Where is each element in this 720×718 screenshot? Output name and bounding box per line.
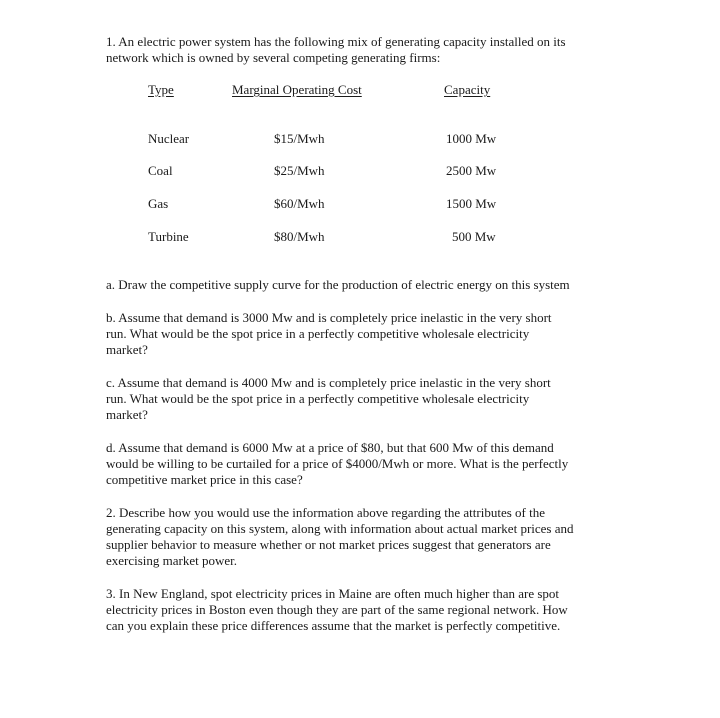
row-capacity: 2500 Mw [446,163,497,178]
row-capacity: 1000 Mw [446,131,497,146]
row-type: Gas [148,196,169,211]
row-capacity: 500 Mw [452,229,496,244]
question-2: 2. Describe how you would use the information above regarding the attributes of the generating capacity on this system, along with information about actual market prices and supplier behavior to measure whether or not market prices suggest that generators are exercising market power. [106,505,574,568]
row-type: Nuclear [148,131,190,146]
row-capacity: 1500 Mw [446,196,497,211]
question-1b: b. Assume that demand is 3000 Mw and is completely price inelastic in the very short run. What would be the spot price in a perfectly competitive wholesale electricity market? [106,310,552,357]
row-type: Turbine [148,229,189,244]
question-1a: a. Draw the competitive supply curve for the production of electric energy on this system [106,277,570,292]
row-cost: $60/Mwh [274,196,325,211]
row-type: Coal [148,163,173,178]
question-1d: d. Assume that demand is 6000 Mw at a price of $80, but that 600 Mw of this demand would be willing to be curtailed for a price of $4000/Mwh or more. What is the perfectly competitive market price in this case? [106,440,569,487]
table-header-type: Type [148,82,174,97]
question-1c: c. Assume that demand is 4000 Mw and is completely price inelastic in the very short run. What would be the spot price in a perfectly competitive wholesale electricity market? [106,375,551,422]
question-3: 3. In New England, spot electricity prices in Maine are often much higher than are spot electricity prices in Boston even though they are part of the same regional network. How can you explain these price differences assume that the market is perfectly competitive. [106,586,568,633]
row-cost: $80/Mwh [274,229,325,244]
row-cost: $15/Mwh [274,131,325,146]
table-header-cost: Marginal Operating Cost [232,82,362,97]
row-cost: $25/Mwh [274,163,325,178]
table-header-capacity: Capacity [444,82,491,97]
question-1-intro: 1. An electric power system has the following mix of generating capacity installed on its network which is owned by several competing generating firms: [106,34,566,65]
